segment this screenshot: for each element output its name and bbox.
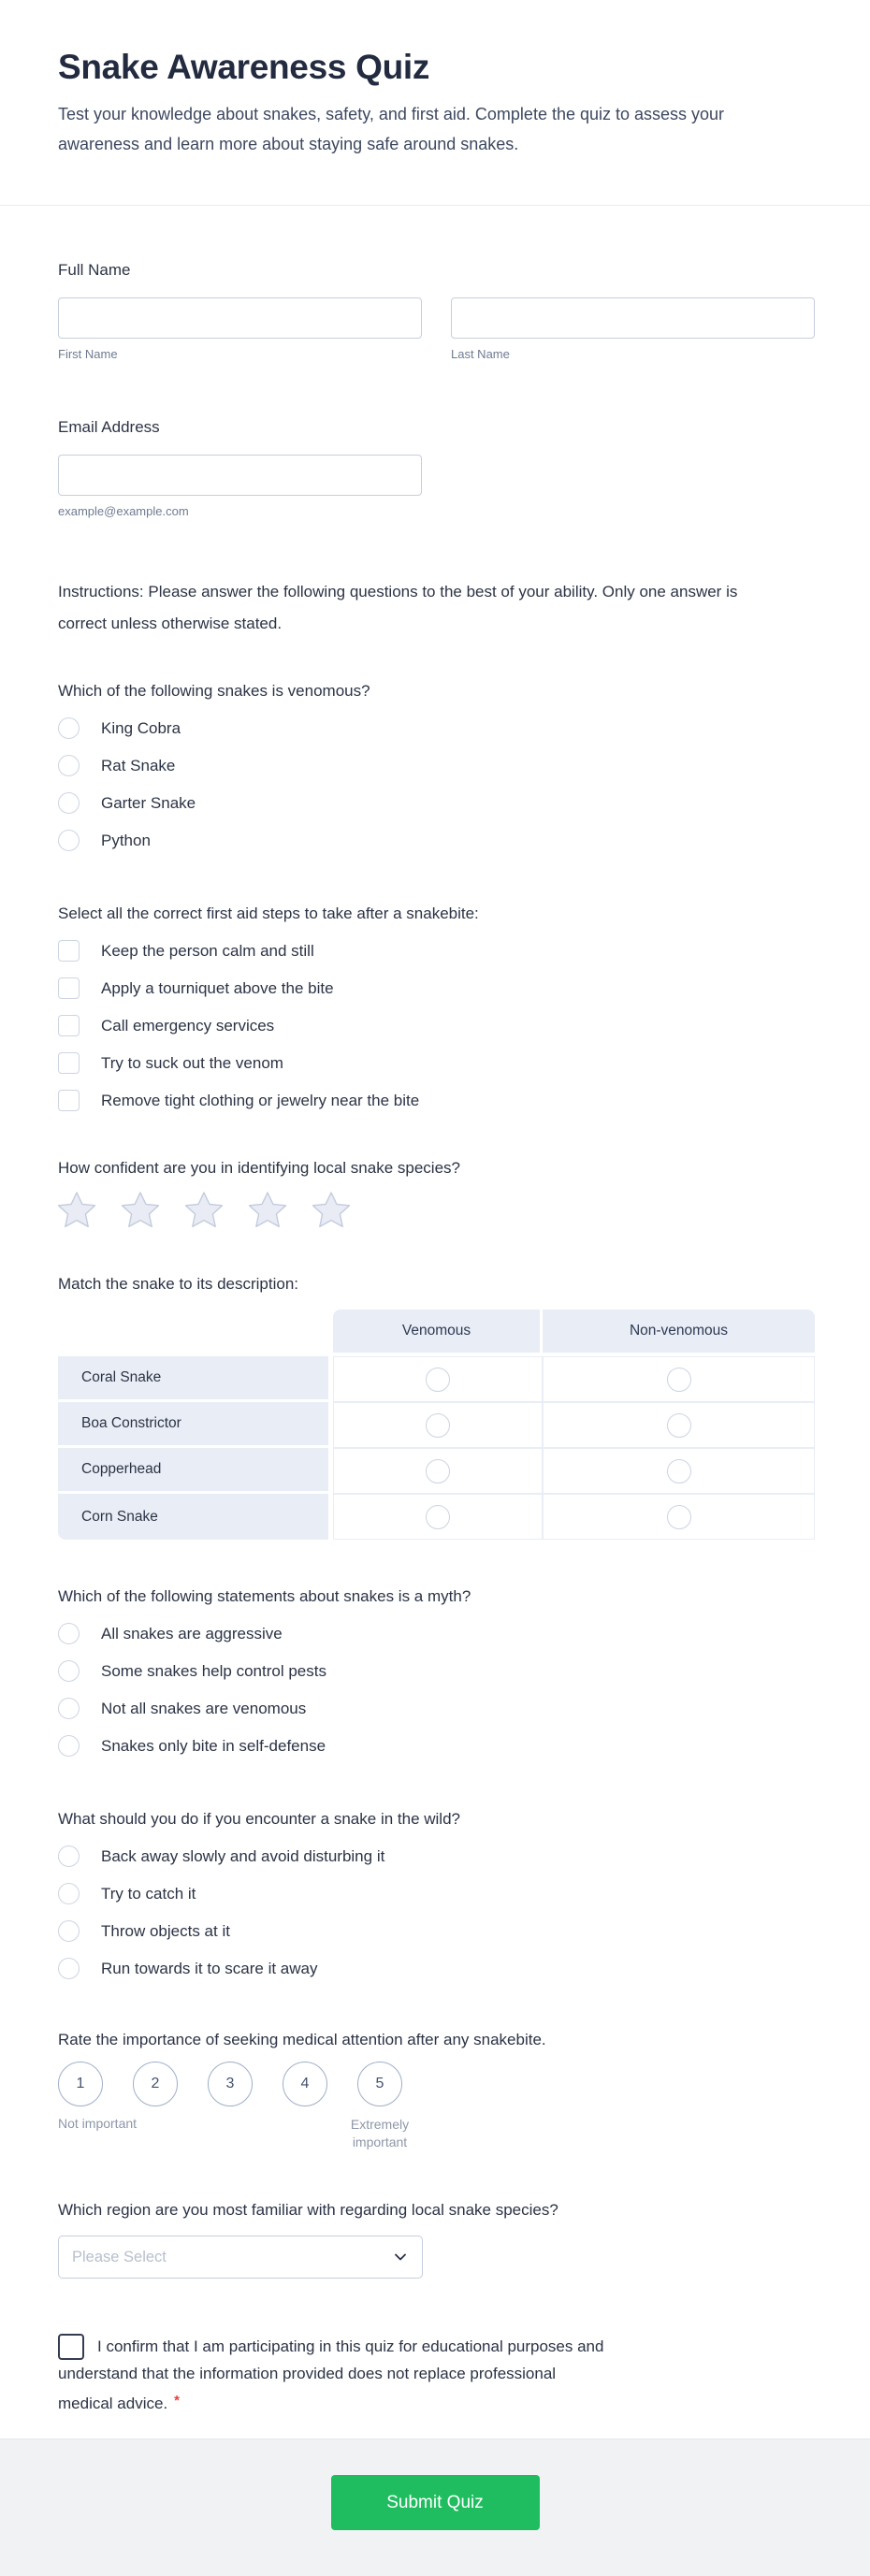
- matrix-cell[interactable]: [333, 1494, 543, 1540]
- matrix-table: [58, 1310, 816, 1540]
- option-row[interactable]: [58, 1660, 816, 1682]
- question-first-aid: [58, 904, 816, 1111]
- required-asterisk: *: [174, 2393, 181, 2409]
- last-name-sublabel: Last Name: [451, 347, 510, 361]
- scale-option-4[interactable]: 4: [283, 2062, 327, 2106]
- question-encounter: [58, 1809, 816, 1979]
- matrix-column-header: Non-venomous: [543, 1310, 815, 1356]
- option-row[interactable]: [58, 1015, 816, 1036]
- scale-min-label: Not important: [58, 2116, 138, 2131]
- checkbox-icon[interactable]: [58, 940, 80, 962]
- region-select[interactable]: [58, 2236, 423, 2279]
- encounter-options: [58, 1845, 816, 1979]
- option-row[interactable]: [58, 792, 816, 814]
- first-name-sublabel: First Name: [58, 347, 118, 361]
- option-label[interactable]: Snakes only bite in self-defense: [101, 1736, 326, 1755]
- scale-option-1[interactable]: 1: [58, 2062, 103, 2106]
- option-label[interactable]: Back away slowly and avoid disturbing it: [101, 1846, 385, 1865]
- checkbox-icon[interactable]: [58, 1090, 80, 1111]
- radio-icon[interactable]: [58, 755, 80, 776]
- option-label[interactable]: Some snakes help control pests: [101, 1661, 326, 1680]
- question-confidence-label: How confident are you in identifying local snake species?: [58, 1159, 460, 1177]
- question-region: [58, 2200, 816, 2279]
- scale-option-5[interactable]: 5: [357, 2062, 402, 2106]
- option-row[interactable]: [58, 1958, 816, 1979]
- option-row[interactable]: [58, 830, 816, 851]
- first-aid-options: [58, 940, 816, 1111]
- question-importance-label: Rate the importance of seeking medical attention after any snakebite.: [58, 2031, 546, 2048]
- email-hint: example@example.com: [58, 504, 189, 518]
- email-label: Email Address: [58, 418, 160, 436]
- question-encounter-label: What should you do if you encounter a snake in the wild?: [58, 1810, 460, 1828]
- option-label[interactable]: Keep the person calm and still: [101, 941, 314, 960]
- star-icon[interactable]: [312, 1192, 350, 1227]
- question-first-aid-label: Select all the correct first aid steps to take after a snakebite:: [58, 904, 479, 922]
- star-icon[interactable]: [249, 1192, 286, 1227]
- option-row[interactable]: [58, 1883, 816, 1904]
- radio-icon[interactable]: [426, 1368, 450, 1392]
- radio-icon[interactable]: [667, 1505, 691, 1529]
- option-label[interactable]: Call emergency services: [101, 1016, 275, 1035]
- question-importance: [58, 2030, 816, 2153]
- option-label[interactable]: All snakes are aggressive: [101, 1624, 283, 1643]
- option-row[interactable]: [58, 1623, 816, 1644]
- option-label[interactable]: King Cobra: [101, 718, 181, 737]
- option-row[interactable]: [58, 1052, 816, 1074]
- radio-icon[interactable]: [426, 1505, 450, 1529]
- option-row[interactable]: [58, 1090, 816, 1111]
- email-input-row: [58, 455, 816, 496]
- matrix-row-label: Copperhead: [58, 1448, 333, 1494]
- scale-option-2[interactable]: 2: [133, 2062, 178, 2106]
- option-row[interactable]: [58, 1920, 816, 1942]
- matrix-cell[interactable]: [333, 1448, 543, 1494]
- option-label[interactable]: Try to catch it: [101, 1884, 196, 1903]
- radio-icon[interactable]: [426, 1459, 450, 1483]
- option-row[interactable]: [58, 1735, 816, 1757]
- matrix-row-label: Boa Constrictor: [58, 1402, 333, 1448]
- radio-icon[interactable]: [426, 1413, 450, 1438]
- radio-icon[interactable]: [58, 792, 80, 814]
- option-label[interactable]: Rat Snake: [101, 756, 176, 774]
- star-icon[interactable]: [122, 1192, 159, 1227]
- option-label[interactable]: Not all snakes are venomous: [101, 1699, 307, 1717]
- star-icon[interactable]: [185, 1192, 223, 1227]
- question-myth-label: Which of the following statements about snakes is a myth?: [58, 1587, 471, 1605]
- matrix-cell[interactable]: [543, 1448, 815, 1494]
- matrix-cell[interactable]: [333, 1356, 543, 1402]
- confirmation-field: [58, 2333, 735, 2417]
- submit-button[interactable]: Submit Quiz: [331, 2475, 540, 2530]
- confirmation-text[interactable]: medical advice.: [58, 2395, 168, 2412]
- matrix-cell[interactable]: [333, 1402, 543, 1448]
- option-label[interactable]: Garter Snake: [101, 793, 196, 812]
- radio-icon[interactable]: [58, 1920, 80, 1942]
- question-match: [58, 1274, 816, 1540]
- radio-icon[interactable]: [58, 1698, 80, 1719]
- star-rating: [58, 1192, 816, 1227]
- matrix-cell[interactable]: [543, 1494, 815, 1540]
- radio-icon[interactable]: [58, 1845, 80, 1867]
- question-venomous: [58, 681, 816, 851]
- option-row[interactable]: [58, 1845, 816, 1867]
- form-footer: [0, 2439, 870, 2576]
- option-label[interactable]: Throw objects at it: [101, 1921, 230, 1940]
- option-label[interactable]: Run towards it to scare it away: [101, 1959, 318, 1977]
- radio-icon[interactable]: [58, 1660, 80, 1682]
- option-row[interactable]: [58, 940, 816, 962]
- scale-option-3[interactable]: 3: [208, 2062, 253, 2106]
- form-body: [0, 206, 870, 2439]
- scale-labels: [58, 2116, 816, 2153]
- venomous-options: [58, 717, 816, 851]
- option-row[interactable]: [58, 1698, 816, 1719]
- radio-icon[interactable]: [58, 1623, 80, 1644]
- full-name-field: [58, 260, 816, 361]
- option-row[interactable]: [58, 977, 816, 999]
- myth-options: [58, 1623, 816, 1757]
- matrix-column-header: Venomous: [333, 1310, 543, 1356]
- radio-icon[interactable]: [58, 1883, 80, 1904]
- option-label[interactable]: Remove tight clothing or jewelry near the bite: [101, 1091, 420, 1109]
- option-row[interactable]: [58, 717, 816, 739]
- option-row[interactable]: [58, 755, 816, 776]
- name-sublabels-row: [58, 347, 816, 361]
- matrix-row-label: Coral Snake: [58, 1356, 333, 1402]
- last-name-input[interactable]: [451, 297, 815, 339]
- option-label[interactable]: Try to suck out the venom: [101, 1053, 283, 1072]
- first-name-input[interactable]: [58, 297, 422, 339]
- question-venomous-label: Which of the following snakes is venomous?: [58, 682, 370, 700]
- confirmation-text[interactable]: understand that the information provided does not replace professional: [58, 2365, 557, 2382]
- question-confidence: [58, 1158, 816, 1227]
- form-header: [0, 0, 870, 206]
- star-icon[interactable]: [58, 1192, 95, 1227]
- radio-icon[interactable]: [58, 830, 80, 851]
- checkbox-icon[interactable]: [58, 1052, 80, 1074]
- option-label[interactable]: Apply a tourniquet above the bite: [101, 978, 334, 997]
- email-input[interactable]: [58, 455, 422, 496]
- question-region-label: Which region are you most familiar with regarding local snake species?: [58, 2201, 558, 2219]
- page-title: Snake Awareness Quiz: [58, 48, 430, 86]
- radio-icon[interactable]: [58, 717, 80, 739]
- chevron-down-icon: [392, 2249, 409, 2265]
- full-name-label: Full Name: [58, 261, 131, 279]
- page-subtitle: Test your knowledge about snakes, safety, and first aid. Complete the quiz to assess your awareness and learn more about staying safe around snakes.: [58, 105, 725, 153]
- select-placeholder: Please Select: [72, 2248, 167, 2265]
- option-label[interactable]: Python: [101, 831, 151, 849]
- question-match-label: Match the snake to its description:: [58, 1275, 299, 1293]
- radio-icon[interactable]: [58, 1958, 80, 1979]
- radio-icon[interactable]: [667, 1413, 691, 1438]
- checkbox-icon[interactable]: [58, 1015, 80, 1036]
- confirmation-text[interactable]: I confirm that I am participating in this quiz for educational purposes and: [97, 2337, 604, 2355]
- matrix-row-label: Corn Snake: [58, 1494, 333, 1540]
- name-inputs-row: [58, 297, 816, 339]
- radio-icon[interactable]: [58, 1735, 80, 1757]
- instructions-text: Instructions: Please answer the following questions to the best of your ability. Only one answer is correct unless otherwise stated.: [58, 583, 738, 632]
- email-field: [58, 417, 816, 518]
- confirm-checkbox[interactable]: [58, 2334, 84, 2360]
- scale-rating: [58, 2062, 816, 2106]
- matrix-corner-cell: [58, 1310, 333, 1356]
- matrix-cell[interactable]: [543, 1356, 815, 1402]
- radio-icon[interactable]: [667, 1368, 691, 1392]
- matrix-cell[interactable]: [543, 1402, 815, 1448]
- scale-max-label: Extremely important: [350, 2117, 410, 2149]
- checkbox-icon[interactable]: [58, 977, 80, 999]
- question-myth: [58, 1586, 816, 1757]
- radio-icon[interactable]: [667, 1459, 691, 1483]
